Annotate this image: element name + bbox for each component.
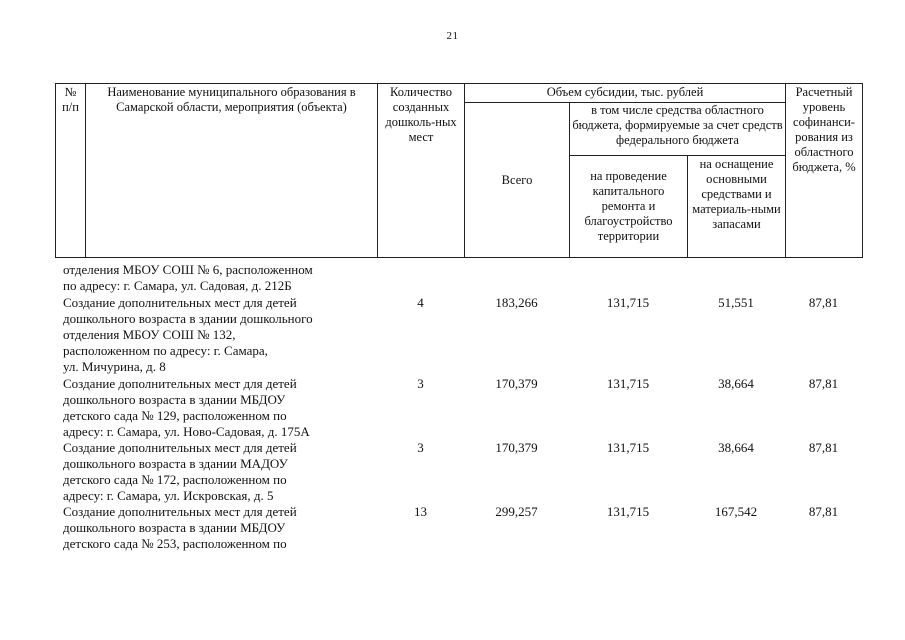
- page-number: 21: [446, 30, 459, 42]
- row-name: Создание дополнительных мест для детей дошкольного возраста в здании МАДОУ детского сада № 172, расположенном по адресу: г. Самара, ул. Искровская, д. 5: [63, 440, 297, 503]
- row-name: Создание дополнительных мест для детей дошкольного возраста в здании дошкольного отделения МБОУ СОШ № 132, расположенном по адресу: г. Самара, ул. Мичурина, д. 8: [63, 295, 313, 374]
- col-federal-header: в том числе средства областного бюджета, формируемые за счет средств федерального бюджета: [570, 103, 786, 156]
- table-body: [55, 262, 862, 554]
- col-equip-header: на оснащение основными средствами и материаль-ными запасами: [688, 156, 786, 258]
- row-total: 170,379: [495, 376, 538, 391]
- table-row: [55, 376, 862, 440]
- row-repair: 131,715: [606, 295, 650, 310]
- row-places: 3: [417, 440, 424, 455]
- col-repair-header: на проведение капитального ремонта и благоустройство территории: [570, 156, 688, 258]
- col-total-header: Всего: [465, 103, 570, 258]
- row-places: 13: [414, 504, 427, 519]
- table-row: [55, 295, 862, 376]
- table-row: [55, 440, 862, 504]
- col-num-header: № п/п: [56, 84, 86, 258]
- col-name-header: Наименование муниципального образования в Самарской области, мероприятия (объекта): [86, 84, 378, 258]
- row-total: 299,257: [495, 504, 538, 519]
- row-places: 4: [417, 295, 424, 310]
- row-total: 170,379: [495, 440, 538, 455]
- col-subsidy-header: Объем субсидии, тыс. рублей: [465, 84, 786, 103]
- row-total: 183,266: [495, 295, 538, 310]
- row-rate: 87,81: [808, 504, 839, 519]
- row-rate: 87,81: [808, 440, 839, 455]
- row-repair: 131,715: [606, 376, 650, 391]
- row-name: отделения МБОУ СОШ № 6, расположенном по адресу: г. Самара, ул. Садовая, д. 212Б: [63, 262, 313, 293]
- table-header: [55, 83, 863, 258]
- row-repair: 131,715: [606, 504, 650, 519]
- row-equip: 167,542: [714, 504, 758, 519]
- table-row: [55, 504, 862, 554]
- row-name: Создание дополнительных мест для детей дошкольного возраста в здании МБДОУ детского сада № 129, расположенном по адресу: г. Самара, ул. Ново-Садовая, д. 175А: [63, 376, 310, 439]
- row-equip: 38,664: [718, 376, 754, 391]
- row-name: Создание дополнительных мест для детей дошкольного возраста в здании МБДОУ детского сада № 253, расположенном по: [63, 504, 297, 551]
- table-row: [55, 262, 862, 295]
- col-places-header: Количество созданных дошколь-ных мест: [378, 84, 465, 258]
- row-equip: 38,664: [718, 440, 754, 455]
- row-places: 3: [417, 376, 424, 391]
- row-rate: 87,81: [808, 376, 839, 391]
- col-rate-header: Расчетный уровень софинанси-рования из областного бюджета, %: [786, 84, 863, 258]
- row-equip: 51,551: [718, 295, 754, 310]
- row-repair: 131,715: [606, 440, 650, 455]
- row-rate: 87,81: [808, 295, 839, 310]
